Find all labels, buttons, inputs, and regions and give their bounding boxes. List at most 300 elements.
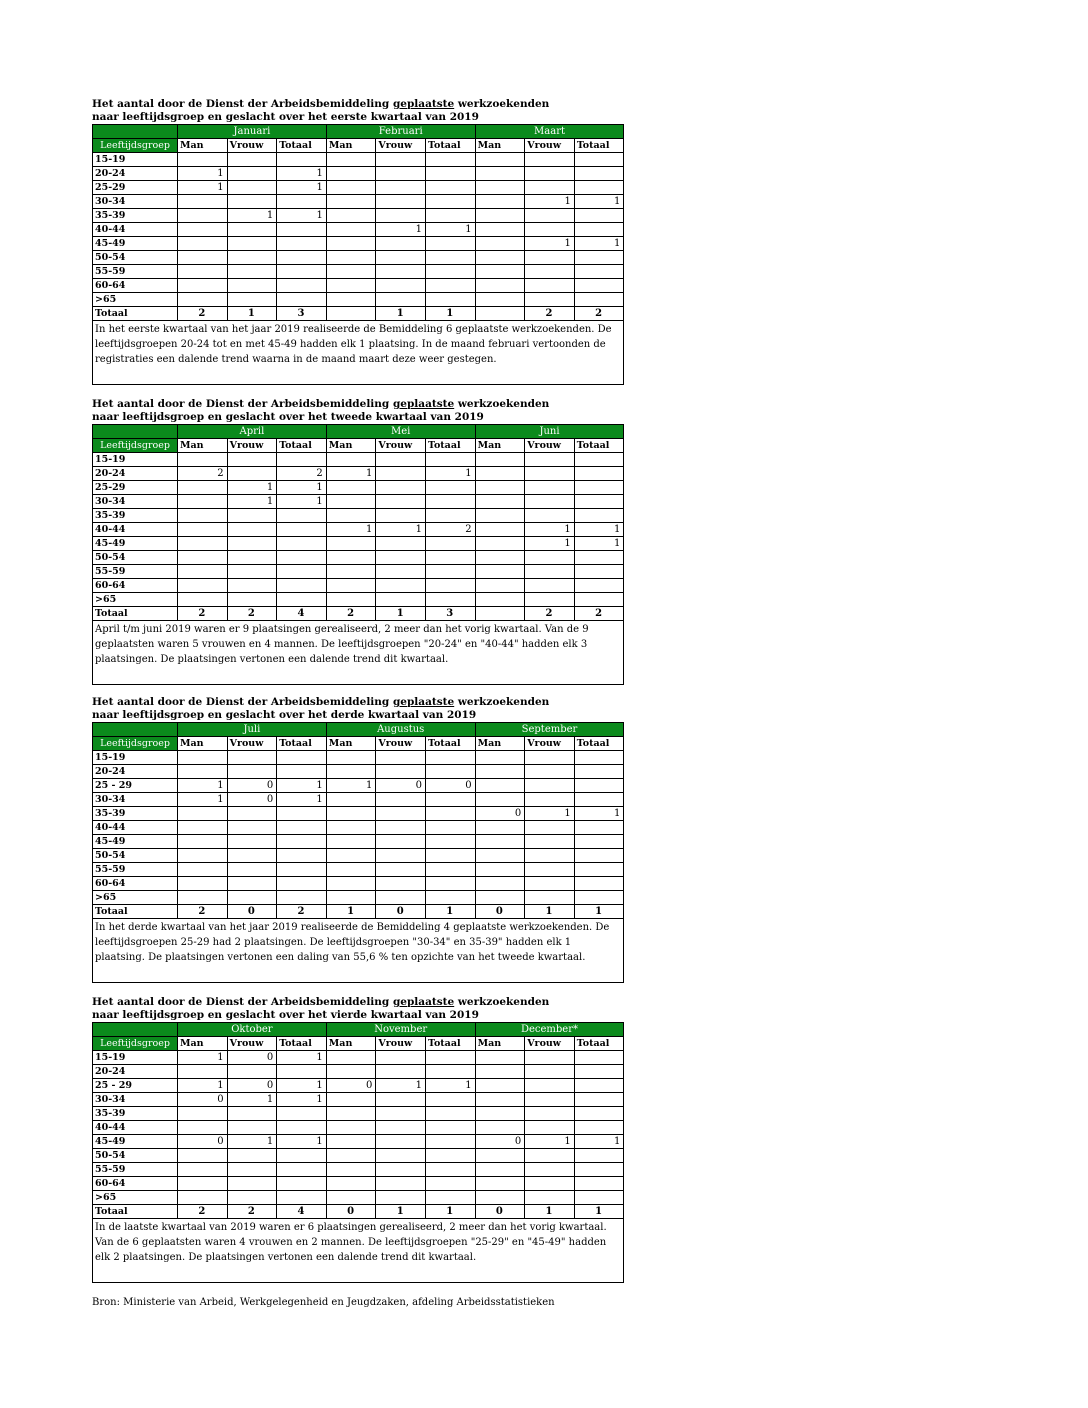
column-header: Totaal (277, 737, 327, 751)
age-group-label: >65 (93, 1191, 178, 1205)
value-cell (574, 849, 624, 863)
value-cell (475, 453, 525, 467)
value-cell (178, 209, 228, 223)
value-cell: 1 (326, 523, 376, 537)
value-cell (475, 593, 525, 607)
value-cell (277, 593, 327, 607)
value-cell (425, 509, 475, 523)
age-group-label: 55-59 (93, 565, 178, 579)
value-cell (525, 251, 575, 265)
value-cell: 1 (574, 807, 624, 821)
column-header: Totaal (574, 439, 624, 453)
column-header: Vrouw (525, 139, 575, 153)
value-cell (376, 821, 426, 835)
value-cell (525, 877, 575, 891)
value-cell (178, 1163, 228, 1177)
value-cell (574, 1051, 624, 1065)
value-cell: 1 (277, 495, 327, 509)
month-header: December* (475, 1023, 624, 1037)
age-group-label: 30-34 (93, 1093, 178, 1107)
value-cell (425, 1065, 475, 1079)
value-cell (326, 307, 376, 321)
value-cell (574, 779, 624, 793)
value-cell (277, 751, 327, 765)
value-cell (376, 265, 426, 279)
title-text: Het aantal door de Dienst der Arbeidsbemiddeling (92, 996, 393, 1008)
table-row (93, 849, 624, 863)
value-cell: 2 (227, 607, 277, 621)
title-text: werkzoekenden (454, 996, 550, 1008)
value-cell (376, 551, 426, 565)
value-cell (227, 523, 277, 537)
value-cell (227, 293, 277, 307)
value-cell (178, 565, 228, 579)
age-group-label: 55-59 (93, 863, 178, 877)
value-cell (426, 251, 476, 265)
value-cell (574, 1149, 624, 1163)
value-cell (425, 891, 475, 905)
value-cell (425, 551, 475, 565)
column-header: Man (475, 439, 525, 453)
value-cell (326, 793, 376, 807)
value-cell (426, 167, 476, 181)
value-cell: 3 (277, 307, 327, 321)
value-cell (376, 1163, 426, 1177)
value-cell (376, 279, 426, 293)
value-cell (475, 1107, 525, 1121)
value-cell (178, 1107, 228, 1121)
value-cell (277, 195, 327, 209)
value-cell (475, 607, 525, 621)
quarter-block (92, 98, 624, 385)
table-row (93, 905, 624, 919)
table-row (93, 453, 624, 467)
value-cell (475, 523, 525, 537)
value-cell (227, 453, 277, 467)
value-cell: 1 (426, 223, 476, 237)
column-header: Man (326, 139, 376, 153)
value-cell (525, 779, 575, 793)
value-cell (425, 793, 475, 807)
age-group-label: 15-19 (93, 453, 178, 467)
value-cell (326, 481, 376, 495)
value-cell: 1 (227, 481, 277, 495)
month-header: September (475, 723, 624, 737)
value-cell (277, 551, 327, 565)
value-cell (425, 751, 475, 765)
value-cell (425, 537, 475, 551)
value-cell (475, 1191, 525, 1205)
table-subtitle: naar leeftijdsgroep en geslacht over het vierde kwartaal van 2019 (92, 1009, 479, 1021)
age-group-label: >65 (93, 891, 178, 905)
value-cell (277, 821, 327, 835)
value-cell (475, 1079, 525, 1093)
column-header: Totaal (277, 1037, 327, 1051)
value-cell (376, 1065, 426, 1079)
month-header: Juli (178, 723, 327, 737)
value-cell (376, 537, 426, 551)
value-cell (574, 1107, 624, 1121)
table-row (93, 279, 624, 293)
quarter-block (92, 696, 624, 983)
month-header: November (326, 1023, 475, 1037)
value-cell (178, 509, 228, 523)
value-cell: 4 (277, 607, 327, 621)
value-cell (277, 1163, 327, 1177)
value-cell: 2 (425, 523, 475, 537)
value-cell (425, 821, 475, 835)
value-cell (425, 1121, 475, 1135)
table-row (93, 237, 624, 251)
column-header: Totaal (425, 1037, 475, 1051)
value-cell (425, 453, 475, 467)
age-group-label: 25-29 (93, 481, 178, 495)
value-cell (574, 891, 624, 905)
value-cell: 1 (574, 537, 624, 551)
age-group-label: >65 (93, 293, 178, 307)
value-cell (227, 1191, 277, 1205)
age-group-label: 50-54 (93, 1149, 178, 1163)
value-cell (525, 1177, 575, 1191)
value-cell (326, 807, 376, 821)
column-header: Totaal (425, 439, 475, 453)
table-subtitle: naar leeftijdsgroep en geslacht over het derde kwartaal van 2019 (92, 709, 477, 721)
value-cell (277, 1121, 327, 1135)
value-cell (525, 509, 575, 523)
value-cell (277, 877, 327, 891)
value-cell (227, 891, 277, 905)
value-cell (227, 1163, 277, 1177)
value-cell: 1 (525, 1135, 575, 1149)
column-header: Man (475, 1037, 525, 1051)
value-cell (326, 251, 376, 265)
title-underlined: geplaatste (392, 398, 455, 410)
table-row (93, 209, 624, 223)
value-cell (277, 807, 327, 821)
value-cell (525, 835, 575, 849)
age-group-label: 40-44 (93, 821, 178, 835)
value-cell (178, 751, 228, 765)
table-row (93, 1079, 624, 1093)
age-group-label: Totaal (93, 1205, 178, 1219)
value-cell (178, 265, 228, 279)
value-cell (326, 181, 376, 195)
value-cell: 2 (326, 607, 376, 621)
age-group-label: 50-54 (93, 251, 178, 265)
value-cell (574, 751, 624, 765)
value-cell (376, 807, 426, 821)
table-title (92, 398, 624, 411)
value-cell: 0 (475, 905, 525, 919)
value-cell (376, 751, 426, 765)
value-cell (277, 835, 327, 849)
age-group-label: 50-54 (93, 849, 178, 863)
value-cell (178, 1065, 228, 1079)
age-group-label: 60-64 (93, 279, 178, 293)
value-cell (376, 863, 426, 877)
value-cell (574, 153, 624, 167)
value-cell (277, 223, 327, 237)
value-cell (277, 153, 327, 167)
value-cell: 2 (178, 607, 228, 621)
value-cell: 0 (227, 905, 277, 919)
value-cell (376, 877, 426, 891)
age-group-label: 35-39 (93, 1107, 178, 1121)
value-cell (475, 1149, 525, 1163)
value-cell (227, 565, 277, 579)
table-row (93, 1177, 624, 1191)
value-cell (227, 1107, 277, 1121)
value-cell (426, 237, 476, 251)
column-header: Totaal (277, 139, 327, 153)
value-cell (376, 237, 426, 251)
column-header: Totaal (277, 439, 327, 453)
value-cell (227, 195, 277, 209)
value-cell: 1 (277, 481, 327, 495)
value-cell: 0 (475, 1205, 525, 1219)
value-cell (475, 793, 525, 807)
table-row (93, 537, 624, 551)
age-group-label: 15-19 (93, 1051, 178, 1065)
age-group-label: Totaal (93, 607, 178, 621)
age-group-label: 45-49 (93, 1135, 178, 1149)
value-cell (525, 293, 575, 307)
value-cell: 1 (426, 307, 476, 321)
value-cell: 1 (574, 523, 624, 537)
table-row (93, 793, 624, 807)
quarter-note: In de laatste kwartaal van 2019 waren er 6 plaatsingen gerealiseerd, 2 meer dan het vorig kwartaal. Van de 6 geplaatsten waren 4 vrouwen en 2 mannen. De leeftijdsgroepen "25-29" en "45-49" hadden elk 2 plaatsingen. De plaatsingen vertonen een dalende trend dit kwartaal. (92, 1219, 624, 1283)
value-cell (277, 523, 327, 537)
value-cell (178, 293, 228, 307)
value-cell (376, 765, 426, 779)
value-cell: 1 (277, 779, 327, 793)
value-cell (277, 849, 327, 863)
table-row (93, 195, 624, 209)
value-cell (475, 209, 525, 223)
value-cell (574, 765, 624, 779)
table-title (92, 696, 624, 709)
table-row (93, 751, 624, 765)
age-group-label: 35-39 (93, 807, 178, 821)
value-cell (525, 495, 575, 509)
value-cell (525, 863, 575, 877)
value-cell: 1 (178, 793, 228, 807)
value-cell (574, 293, 624, 307)
value-cell (178, 849, 228, 863)
value-cell (425, 481, 475, 495)
value-cell: 2 (574, 307, 624, 321)
value-cell (425, 1051, 475, 1065)
value-cell (227, 1065, 277, 1079)
value-cell (277, 1191, 327, 1205)
value-cell (277, 863, 327, 877)
title-underlined: geplaatste (392, 696, 455, 708)
value-cell (525, 849, 575, 863)
value-cell (525, 565, 575, 579)
value-cell: 0 (376, 905, 426, 919)
value-cell: 1 (525, 1205, 575, 1219)
value-cell (425, 565, 475, 579)
title-underlined: geplaatste (392, 98, 455, 110)
value-cell: 2 (178, 467, 228, 481)
age-group-label: 40-44 (93, 1121, 178, 1135)
table-row (93, 153, 624, 167)
value-cell: 2 (178, 905, 228, 919)
value-cell: 0 (425, 779, 475, 793)
age-group-label: 55-59 (93, 265, 178, 279)
value-cell (277, 1177, 327, 1191)
header-blank (93, 1023, 178, 1037)
value-cell (376, 849, 426, 863)
value-cell (525, 453, 575, 467)
value-cell (227, 877, 277, 891)
value-cell (475, 251, 525, 265)
value-cell: 2 (178, 307, 228, 321)
value-cell (376, 153, 426, 167)
value-cell (574, 593, 624, 607)
value-cell: 1 (376, 223, 426, 237)
value-cell: 2 (525, 307, 575, 321)
month-header: Februari (326, 125, 475, 139)
value-cell: 0 (227, 779, 277, 793)
value-cell (277, 293, 327, 307)
value-cell (326, 279, 376, 293)
value-cell (426, 181, 476, 195)
value-cell: 1 (227, 1135, 277, 1149)
value-cell: 1 (277, 1093, 327, 1107)
column-header: Man (475, 139, 525, 153)
age-group-label: 55-59 (93, 1163, 178, 1177)
age-group-label: 30-34 (93, 195, 178, 209)
table-row (93, 481, 624, 495)
value-cell (178, 1177, 228, 1191)
value-cell (178, 551, 228, 565)
column-header: Vrouw (227, 737, 277, 751)
value-cell (178, 877, 228, 891)
value-cell: 1 (227, 307, 277, 321)
value-cell: 1 (277, 209, 327, 223)
age-group-label: >65 (93, 593, 178, 607)
column-header: Totaal (574, 139, 624, 153)
value-cell (475, 495, 525, 509)
value-cell (475, 751, 525, 765)
value-cell (326, 1065, 376, 1079)
value-cell: 1 (425, 467, 475, 481)
value-cell (376, 1051, 426, 1065)
value-cell (227, 765, 277, 779)
value-cell (475, 223, 525, 237)
value-cell: 0 (475, 1135, 525, 1149)
value-cell (574, 1191, 624, 1205)
table-row (93, 877, 624, 891)
value-cell (525, 209, 575, 223)
value-cell: 1 (425, 905, 475, 919)
table-row (93, 1093, 624, 1107)
value-cell: 1 (574, 1135, 624, 1149)
value-cell: 1 (525, 537, 575, 551)
value-cell (475, 167, 525, 181)
value-cell (376, 453, 426, 467)
value-cell (525, 265, 575, 279)
value-cell: 1 (525, 807, 575, 821)
value-cell (227, 579, 277, 593)
age-group-header: Leeftijdsgroep (93, 737, 178, 751)
value-cell (227, 167, 277, 181)
table-row (93, 1135, 624, 1149)
value-cell (376, 835, 426, 849)
value-cell (326, 453, 376, 467)
title-text: werkzoekenden (454, 398, 550, 410)
value-cell: 2 (227, 1205, 277, 1219)
value-cell (326, 765, 376, 779)
value-cell (376, 195, 426, 209)
table-row (93, 251, 624, 265)
value-cell: 1 (376, 1205, 426, 1219)
value-cell (475, 849, 525, 863)
value-cell (178, 1121, 228, 1135)
column-header: Vrouw (376, 1037, 426, 1051)
value-cell (425, 1149, 475, 1163)
value-cell (574, 1121, 624, 1135)
column-header: Man (326, 439, 376, 453)
value-cell (525, 1079, 575, 1093)
column-header: Vrouw (376, 439, 426, 453)
month-header: Mei (326, 425, 475, 439)
table-row (93, 891, 624, 905)
value-cell (178, 279, 228, 293)
month-header: Januari (178, 125, 327, 139)
value-cell (277, 537, 327, 551)
header-blank (93, 125, 178, 139)
value-cell (227, 835, 277, 849)
table-row (93, 1065, 624, 1079)
title-text: Het aantal door de Dienst der Arbeidsbemiddeling (92, 398, 393, 410)
value-cell (574, 835, 624, 849)
value-cell (574, 1093, 624, 1107)
value-cell (277, 1065, 327, 1079)
value-cell (475, 265, 525, 279)
value-cell (376, 167, 426, 181)
value-cell: 0 (376, 779, 426, 793)
age-group-label: 35-39 (93, 209, 178, 223)
value-cell (525, 1163, 575, 1177)
value-cell (425, 849, 475, 863)
column-header: Vrouw (376, 139, 426, 153)
age-group-label: Totaal (93, 905, 178, 919)
value-cell (277, 279, 327, 293)
value-cell (475, 835, 525, 849)
value-cell (425, 863, 475, 877)
value-cell (376, 1093, 426, 1107)
value-cell (425, 1135, 475, 1149)
value-cell (475, 237, 525, 251)
age-group-label: 20-24 (93, 1065, 178, 1079)
value-cell (326, 891, 376, 905)
table-row (93, 181, 624, 195)
value-cell (227, 251, 277, 265)
value-cell (227, 279, 277, 293)
value-cell (475, 565, 525, 579)
placements-table (92, 424, 624, 621)
value-cell (227, 223, 277, 237)
value-cell: 0 (178, 1135, 228, 1149)
value-cell (227, 237, 277, 251)
age-group-label: 35-39 (93, 509, 178, 523)
value-cell (475, 1121, 525, 1135)
value-cell (426, 293, 476, 307)
value-cell (227, 467, 277, 481)
column-header: Totaal (426, 139, 476, 153)
